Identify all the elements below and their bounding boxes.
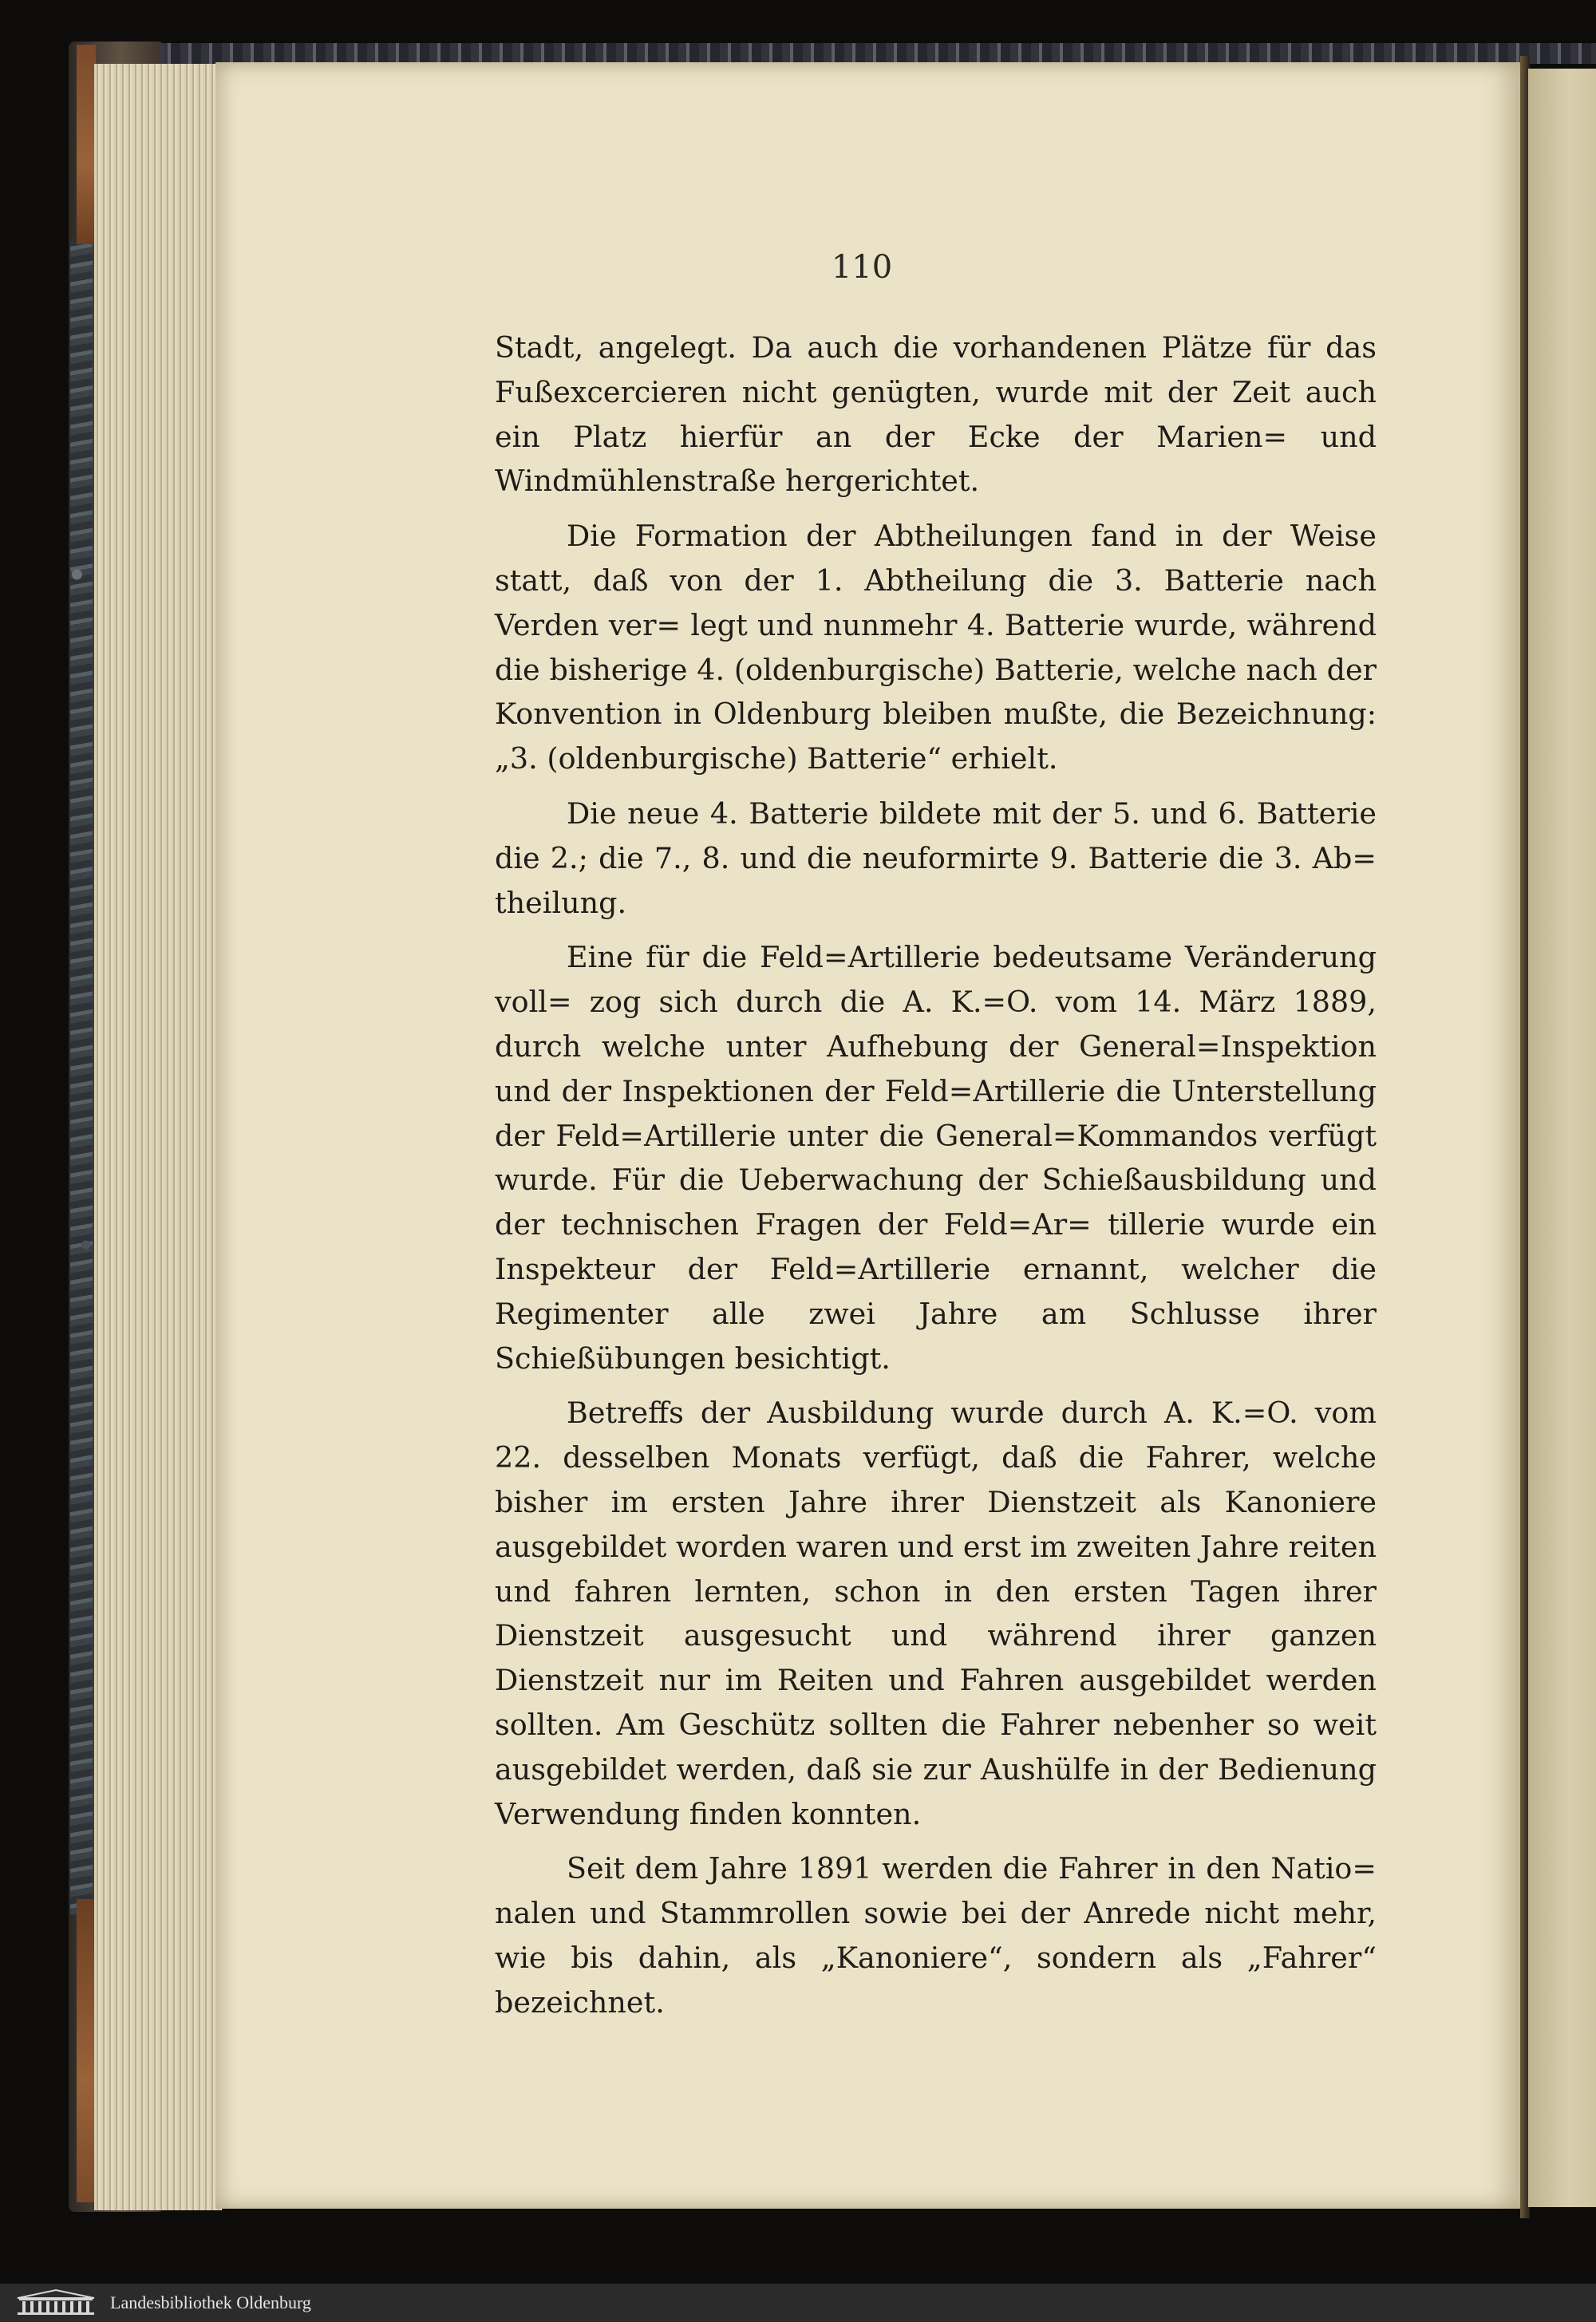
library-name: Landesbibliothek Oldenburg (110, 2292, 311, 2312)
facing-page-edge (1528, 69, 1596, 2207)
paragraph: Seit dem Jahre 1891 werden die Fahrer in den Natio= nalen und Stammrollen sowie bei der Anrede nicht mehr, wie bis dahin, als „Kanoniere“, sondern als „Fahrer“ bezeichnet. (495, 1851, 1377, 2020)
page-edges-top (160, 43, 1596, 64)
page-stack (94, 64, 222, 2210)
page-number: 110 (831, 249, 893, 286)
leather-corner-top (77, 45, 96, 244)
leather-corner-bottom (77, 1899, 96, 2202)
library-building-icon (14, 2288, 97, 2316)
paragraph: Betreffs der Ausbildung wurde durch A. K.=O. vom 22. desselben Monats verfügt, daß die Fahrer, welche bisher im ersten Jahre ihrer Dienstzeit als Kanoniere ausgebildet worden waren und erst im zweiten Jahre reiten und fahren lernten, schon in den ersten Tagen ihrer Dienstzeit ausgesucht und während ihrer ganzen Dienstzeit nur im Reiten und Fahren ausgebildet werden sollten. Am Geschütz sollten die Fahrer nebenher so weit ausgebildet werden, daß sie zur Aushülfe in der Bedienung Verwendung finden konnten. (495, 1396, 1377, 1831)
viewer-footer (0, 2284, 1596, 2322)
paragraph: Eine für die Feld=Artillerie bedeutsame Veränderung voll= zog sich durch die A. K.=O. vom 14. März 1889, durch welche unter Aufhebung der General=Inspektion und der Inspektionen der Feld=Artillerie die Unterstellung der Feld=Artillerie unter die General=Kommandos verfügt wurde. Für die Ueberwachung der Schießausbildung und der technischen Fragen der Feld=Ar= tillerie wurde ein Inspekteur der Feld=Artillerie ernannt, welcher die Regimenter alle zwei Jahre am Schlusse ihrer Schießübungen besichtigt. (495, 940, 1377, 1376)
page-text (495, 326, 1377, 2035)
paragraph: Stadt, angelegt. Da auch die vorhandenen Plätze für das Fußexcercieren nicht genügten, wurde mit der Zeit auch ein Platz hierfür an der Ecke der Marien= und Windmühlenstraße hergerichtet. (495, 330, 1377, 499)
marbled-cover-edge (70, 239, 93, 1915)
paragraph: Die Formation der Abtheilungen fand in der Weise statt, daß von der 1. Abtheilung die 3. Batterie nach Verden ver= legt und nunmehr 4. Batterie wurde, während die bisherige 4. (oldenburgische) Batterie, welche nach der Konvention in Oldenburg bleiben mußte, die Bezeichnung: „3. (oldenburgische) Batterie“ erhielt. (495, 519, 1377, 776)
paragraph: Die neue 4. Batterie bildete mit der 5. und 6. Batterie die 2.; die 7., 8. und die neuformirte 9. Batterie die 3. Ab= theilung. (495, 796, 1377, 920)
